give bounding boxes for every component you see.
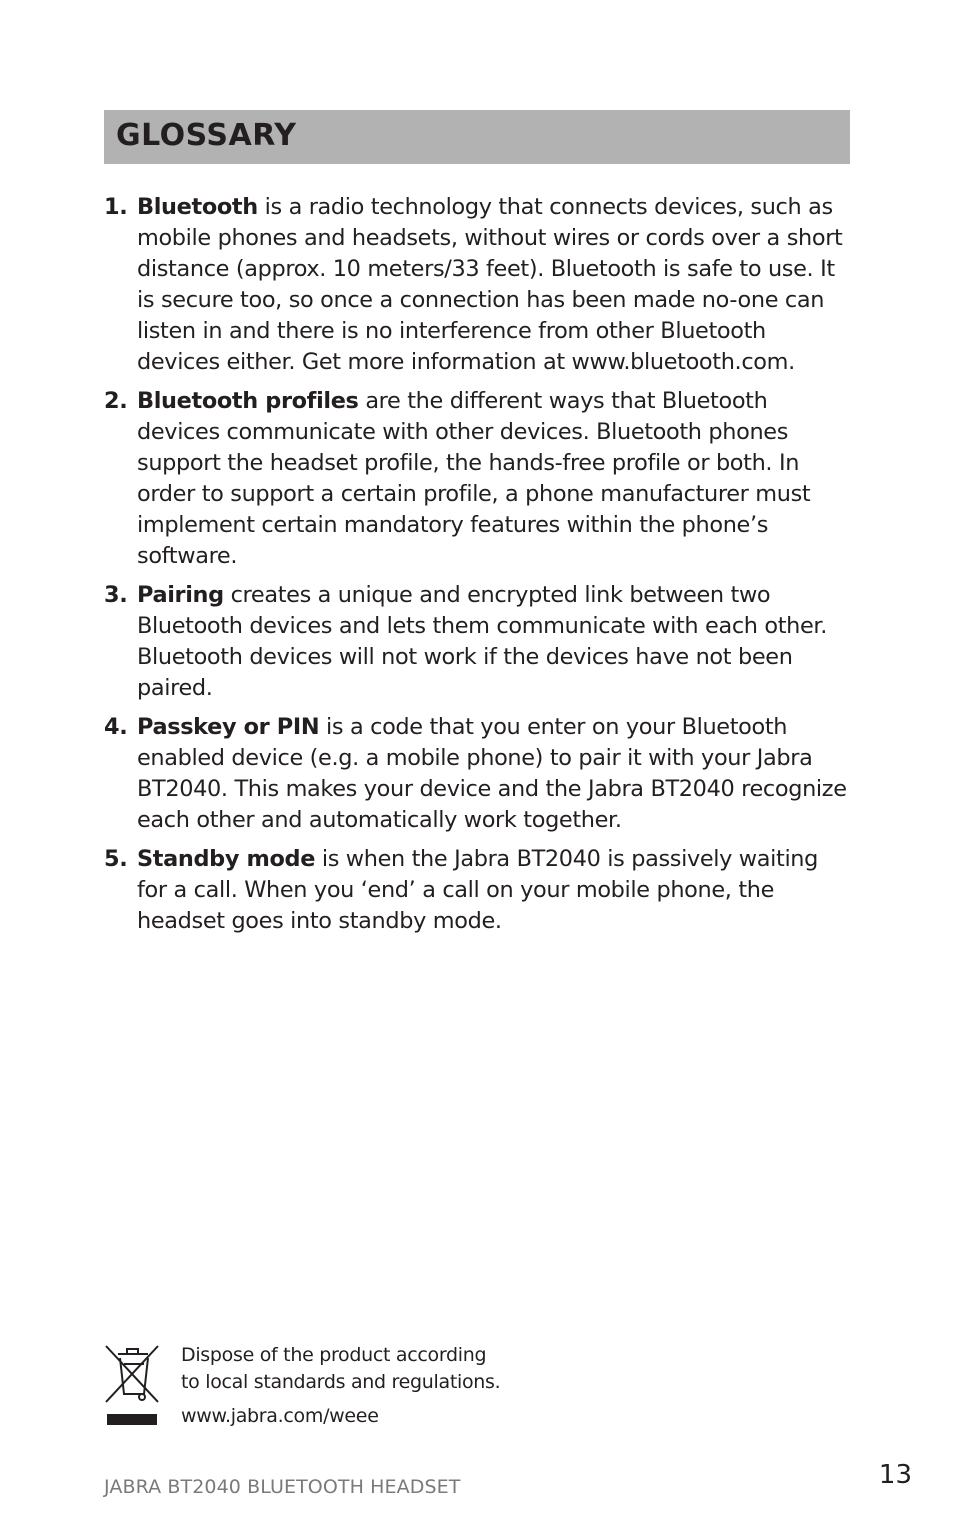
section-header-bar <box>104 110 850 164</box>
entry-term: Passkey or PIN <box>137 714 320 740</box>
entry-definition: is a radio technology that connects devices, such as mobile phones and headsets, without wires or cords over a short distance (approx. 10 meters/33 feet). Bluetooth is safe to use. It is secure too, so once a connection has been made no-one can listen in and there is no interference from other Bluetooth devices either. Get more information at www.bluetooth.com. <box>137 194 843 375</box>
glossary-entry-bluetooth-profiles <box>104 386 852 572</box>
glossary-entry-standby-mode <box>104 844 852 937</box>
entry-number: 1. <box>104 194 128 220</box>
entry-definition: creates a unique and encrypted link between two Bluetooth devices and lets them communicate with each other. Bluetooth devices will not work if the devices have not been paired. <box>137 582 828 701</box>
weee-url-link[interactable]: www.jabra.com/weee <box>181 1405 379 1427</box>
entry-term: Bluetooth profiles <box>137 388 359 414</box>
weee-line-2: to local standards and regulations. <box>181 1371 501 1393</box>
entry-definition: are the different ways that Bluetooth devices communicate with other devices. Bluetooth phones support the headset profile, the hands-free profile or both. In order to support a certain profile, a phone manufacturer must implement certain mandatory features within the phone’s software. <box>137 388 811 569</box>
glossary-entry-passkey <box>104 712 852 836</box>
glossary-list <box>104 192 852 945</box>
section-title: GLOSSARY <box>116 118 297 153</box>
entry-term: Standby mode <box>137 846 316 872</box>
entry-definition: is a code that you enter on your Bluetooth enabled device (e.g. a mobile phone) to pair it with your Jabra BT2040. This makes your device and the Jabra BT2040 recognize each other and automatically work together. <box>137 714 847 833</box>
crossed-out-wheelie-bin-icon <box>104 1342 162 1428</box>
glossary-entry-pairing <box>104 580 852 704</box>
entry-number: 2. <box>104 388 128 414</box>
weee-line-1: Dispose of the product according <box>181 1344 487 1366</box>
entry-number: 5. <box>104 846 128 872</box>
entry-number: 3. <box>104 582 128 608</box>
footer-product-label: JABRA BT2040 BLUETOOTH HEADSET <box>104 1476 461 1498</box>
entry-number: 4. <box>104 714 128 740</box>
entry-term: Bluetooth <box>137 194 258 220</box>
entry-definition: is when the Jabra BT2040 is passively waiting for a call. When you ‘end’ a call on your mobile phone, the headset goes into standby mode. <box>137 846 819 934</box>
glossary-entry-bluetooth <box>104 192 852 378</box>
entry-term: Pairing <box>137 582 224 608</box>
weee-disposal-text <box>181 1342 601 1396</box>
page-number: 13 <box>878 1460 912 1490</box>
